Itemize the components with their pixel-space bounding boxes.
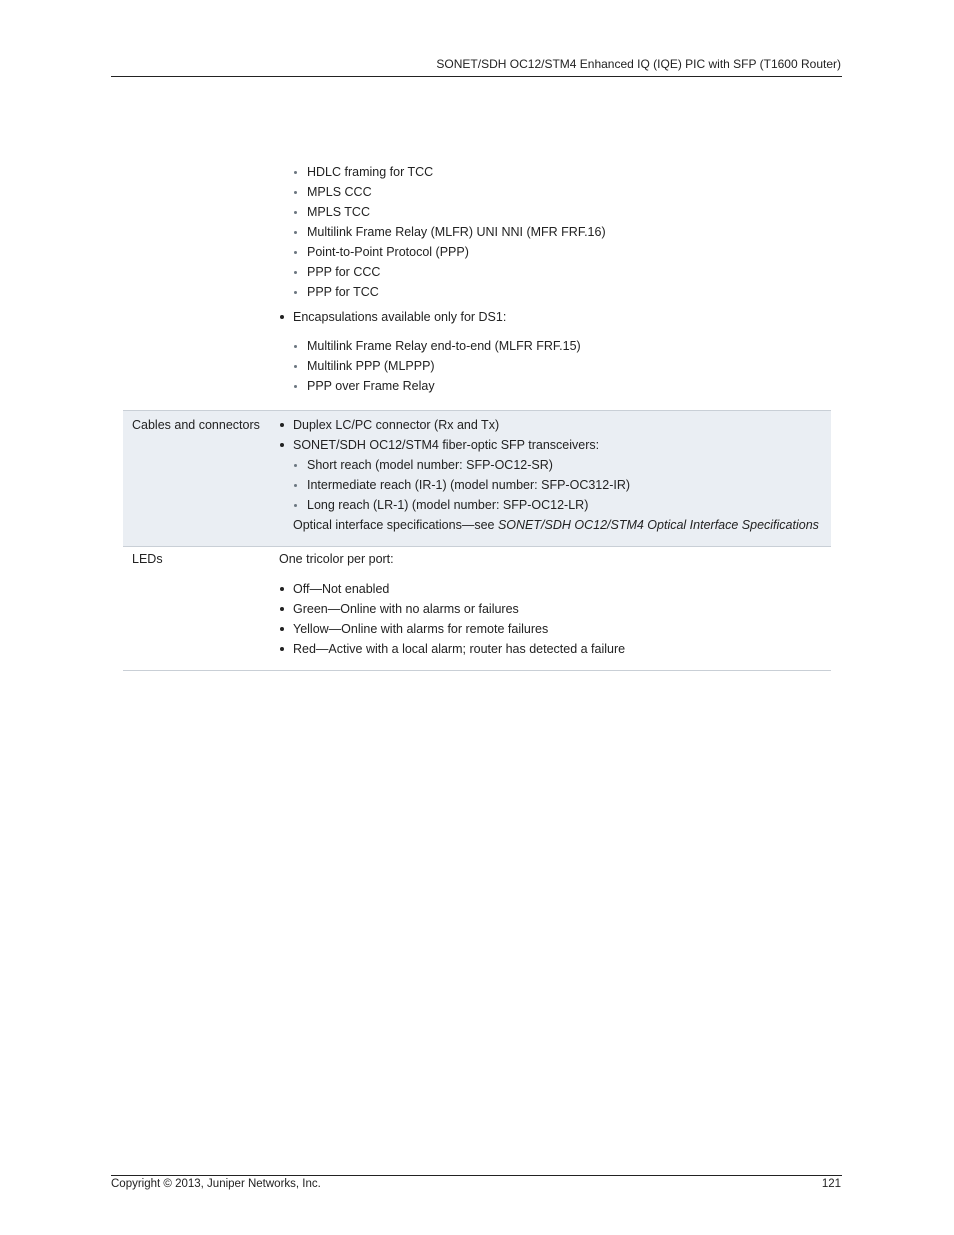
- footer-rule: [111, 1175, 842, 1176]
- footer-copyright: Copyright © 2013, Juniper Networks, Inc.: [111, 1178, 321, 1190]
- row-label: Cables and connectors: [132, 418, 260, 432]
- sub-bullet: [294, 291, 297, 294]
- sub-bullet: [294, 211, 297, 214]
- sub-bullet: [294, 365, 297, 368]
- sub-bullet: [294, 271, 297, 274]
- list-item: Duplex LC/PC connector (Rx and Tx): [293, 418, 500, 432]
- sub-bullet: [294, 464, 297, 467]
- spec-link[interactable]: SONET/SDH OC12/STM4 Optical Interface Specifications: [497, 518, 819, 532]
- list-item: Long reach (LR-1) (model number: SFP-OC12-LR): [307, 498, 589, 512]
- bullet: [280, 607, 284, 611]
- list-item: Red—Active with a local alarm; router has detected a failure: [293, 642, 626, 656]
- sub-bullet: [294, 191, 297, 194]
- list-item: PPP for TCC: [307, 285, 379, 299]
- running-header: SONET/SDH OC12/STM4 Enhanced IQ (IQE) PIC with SFP (T1600 Router): [436, 57, 841, 71]
- leds-intro: One tricolor per port:: [279, 552, 394, 566]
- list-item: MPLS TCC: [307, 205, 370, 219]
- row-label: LEDs: [132, 552, 163, 566]
- bullet: [280, 647, 284, 651]
- list-item: HDLC framing for TCC: [307, 165, 434, 179]
- list-item: Point-to-Point Protocol (PPP): [307, 245, 469, 259]
- table-row-cables: [123, 410, 831, 547]
- list-item: Multilink Frame Relay (MLFR) UNI NNI (MFR FRF.16): [307, 225, 606, 239]
- bullet: [280, 587, 284, 591]
- list-item: Yellow—Online with alarms for remote failures: [293, 622, 549, 636]
- sub-bullet: [294, 504, 297, 507]
- bullet: [280, 315, 284, 319]
- list-item: PPP over Frame Relay: [307, 379, 435, 393]
- page-number: 121: [821, 1178, 841, 1190]
- sub-bullet: [294, 484, 297, 487]
- optical-spec-note: [293, 517, 819, 533]
- sub-bullet: [294, 345, 297, 348]
- sub-bullet: [294, 251, 297, 254]
- list-item: Multilink PPP (MLPPP): [307, 359, 435, 373]
- list-item: Off—Not enabled: [293, 582, 390, 596]
- sub-bullet: [294, 231, 297, 234]
- bullet: [280, 627, 284, 631]
- table-row-encapsulations-continued: [123, 157, 831, 410]
- bullet: [280, 423, 284, 427]
- sub-bullet: [294, 385, 297, 388]
- table-row-leds: [123, 546, 831, 671]
- sub-bullet: [294, 171, 297, 174]
- list-item: Encapsulations available only for DS1:: [293, 310, 507, 324]
- list-item: Short reach (model number: SFP-OC12-SR): [307, 458, 553, 472]
- spec-prefix: Optical interface specifications—see: [293, 518, 498, 532]
- header-rule: [111, 76, 842, 77]
- list-item: Intermediate reach (IR-1) (model number: SFP-OC312-IR): [307, 478, 631, 492]
- list-item: PPP for CCC: [307, 265, 381, 279]
- bullet: [280, 443, 284, 447]
- list-item: MPLS CCC: [307, 185, 372, 199]
- list-item: SONET/SDH OC12/STM4 fiber-optic SFP transceivers:: [293, 438, 600, 452]
- list-item: Multilink Frame Relay end-to-end (MLFR FRF.15): [307, 339, 581, 353]
- list-item: Green—Online with no alarms or failures: [293, 602, 519, 616]
